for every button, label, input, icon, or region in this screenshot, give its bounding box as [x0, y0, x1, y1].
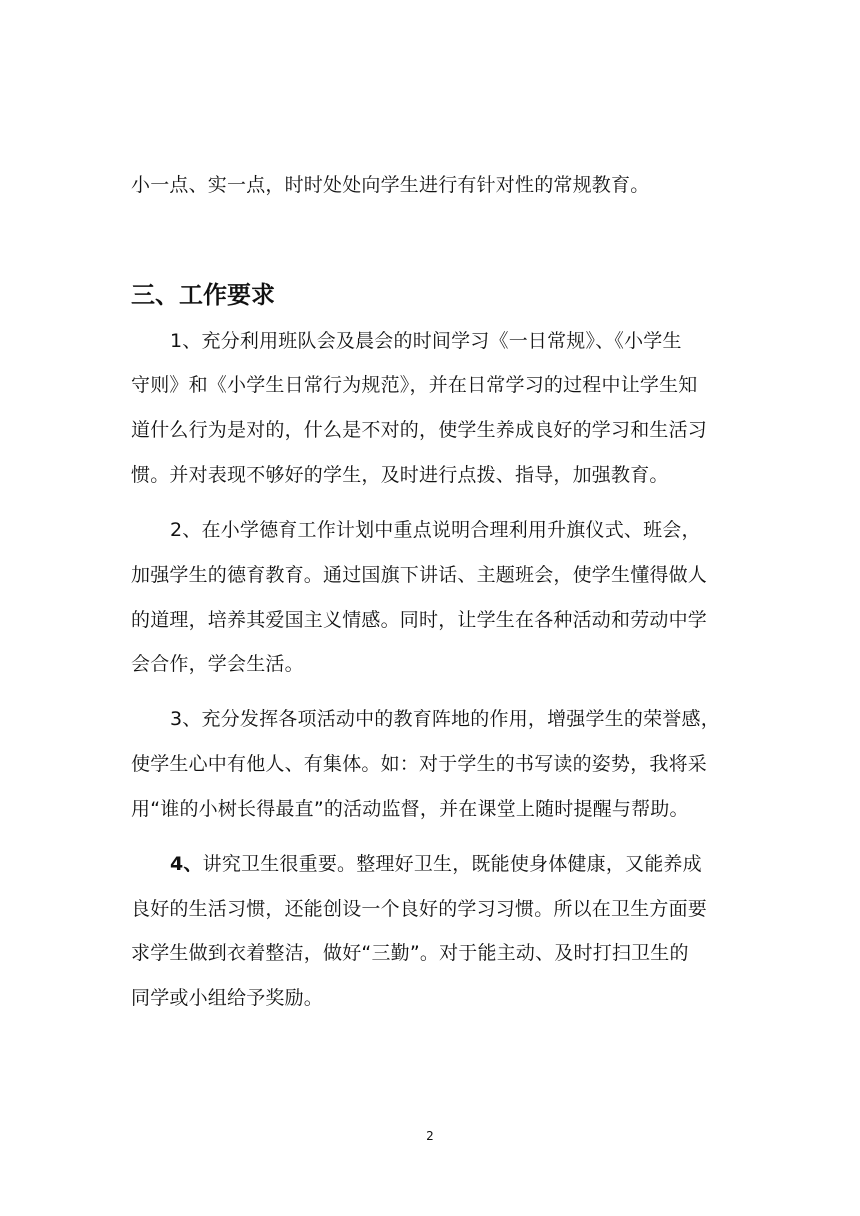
paragraph-2-line-4: 会合作，学会生活。 [131, 653, 304, 675]
paragraph-4-line-2: 良好的生活习惯，还能创设一个良好的学习习惯。所以在卫生方面要 [131, 898, 708, 920]
intro-line: 小一点、实一点，时时处处向学生进行有针对性的常规教育。 [131, 174, 650, 196]
paragraph-4-line-1 [170, 852, 702, 876]
section-heading: 三、工作要求 [131, 281, 275, 309]
paragraph-3-line-2: 使学生心中有他人、有集体。如：对于学生的书写读的姿势，我将采 [131, 753, 708, 775]
paragraph-1-line-4: 惯。并对表现不够好的学生，及时进行点拨、指导，加强教育。 [131, 464, 669, 486]
paragraph-1-line-3: 道什么行为是对的，什么是不对的，使学生养成良好的学习和生活习 [131, 419, 708, 441]
paragraph-1-line-2: 守则》和《小学生日常行为规范》，并在日常学习的过程中让学生知 [131, 374, 698, 396]
page-number: 2 [426, 1129, 434, 1143]
paragraph-4-line-1-text: 讲究卫生很重要。整理好卫生，既能使身体健康，又能养成 [202, 853, 702, 875]
paragraph-3-line-1: 3、充分发挥各项活动中的教育阵地的作用，增强学生的荣誉感， [170, 708, 720, 730]
paragraph-3-line-3: 用“谁的小树长得最直”的活动监督，并在课堂上随时提醒与帮助。 [131, 798, 689, 820]
paragraph-2-line-2: 加强学生的德育教育。通过国旗下讲话、主题班会，使学生懂得做人 [131, 564, 708, 586]
paragraph-4-line-3: 求学生做到衣着整洁，做好“三勤”。对于能主动、及时打扫卫生的 [131, 942, 689, 964]
paragraph-4-line-4: 同学或小组给予奖励。 [131, 987, 324, 1009]
paragraph-2-line-3: 的道理，培养其爱国主义情感。同时，让学生在各种活动和劳动中学 [131, 609, 708, 631]
paragraph-1-line-1: 1、充分利用班队会及晨会的时间学习《一日常规》、《小学生 [170, 330, 682, 352]
paragraph-2-line-1: 2、在小学德育工作计划中重点说明合理利用升旗仪式、班会， [170, 519, 701, 541]
paragraph-4-number: 4、 [170, 853, 203, 875]
